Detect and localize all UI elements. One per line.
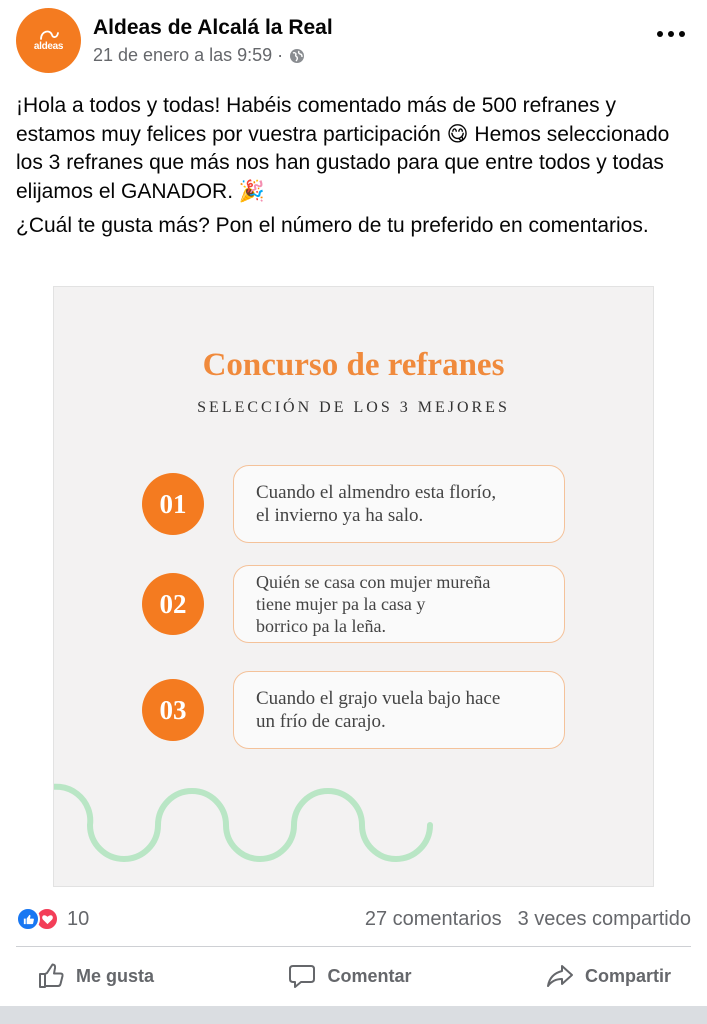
refran-entry-3 <box>142 671 566 749</box>
share-arrow-icon <box>545 961 575 991</box>
comment-button[interactable] <box>267 954 431 998</box>
post-body <box>16 92 696 247</box>
share-button-label: Compartir <box>584 965 671 986</box>
page-name-link[interactable]: Aldeas de Alcalá la Real <box>93 16 333 39</box>
globe-icon <box>289 48 305 64</box>
refran-number-2: 02 <box>142 573 204 635</box>
decorative-wave <box>54 767 454 877</box>
thumbs-up-outline-icon <box>36 961 66 991</box>
refran-number-3: 03 <box>142 679 204 741</box>
comment-button-label: Comentar <box>327 965 412 986</box>
page-avatar[interactable] <box>16 8 81 73</box>
feed-separator <box>0 1006 707 1024</box>
post-image[interactable] <box>53 286 654 887</box>
card-title: Concurso de refranes <box>202 347 505 383</box>
post-meta <box>93 45 305 66</box>
comments-count-link[interactable]: 27 comentarios <box>364 907 502 930</box>
divider <box>16 946 691 947</box>
thumbs-up-icon <box>16 907 40 931</box>
refran-number-1: 01 <box>142 473 204 535</box>
share-button[interactable] <box>525 954 691 998</box>
refran-text-1: Cuando el almendro esta florío, el invierno ya ha salo. <box>233 465 565 543</box>
post-paragraph-1: ¡Hola a todos y todas! Habéis comentado más de 500 refranes y estamos muy felices por vuestra participación 😋 Hemos seleccionado los 3 refranes que más nos han gustado para que entre todos y todas elijamos el GANADOR. 🎉 <box>16 94 670 203</box>
post-stats <box>16 902 691 936</box>
refran-text-2: Quién se casa con mujer mureña tiene mujer pa la casa y borrico pa la leña. <box>233 565 565 643</box>
reaction-count: 10 <box>67 907 90 930</box>
post-paragraph-2: ¿Cuál te gusta más? Pon el número de tu preferido en comentarios. <box>16 214 649 237</box>
card-subtitle: SELECCIÓN DE LOS 3 MEJORES <box>197 399 510 416</box>
like-button-label: Me gusta <box>76 965 155 986</box>
refran-text-3: Cuando el grajo vuela bajo hace un frío de carajo. <box>233 671 565 749</box>
refran-entry-1 <box>142 465 566 543</box>
shares-count-link[interactable]: 3 veces compartido <box>517 907 691 930</box>
refran-entry-2 <box>142 565 566 643</box>
like-button[interactable] <box>16 954 174 998</box>
brand-logo-icon <box>38 29 60 41</box>
avatar-logo-text: aldeas <box>33 41 64 52</box>
post-header <box>0 0 707 80</box>
comment-bubble-icon <box>287 961 317 991</box>
reaction-summary[interactable] <box>16 907 89 931</box>
more-options-icon[interactable] <box>657 22 685 46</box>
action-bar <box>16 952 691 1000</box>
post-timestamp[interactable]: 21 de enero a las 9:59 · <box>93 45 284 65</box>
